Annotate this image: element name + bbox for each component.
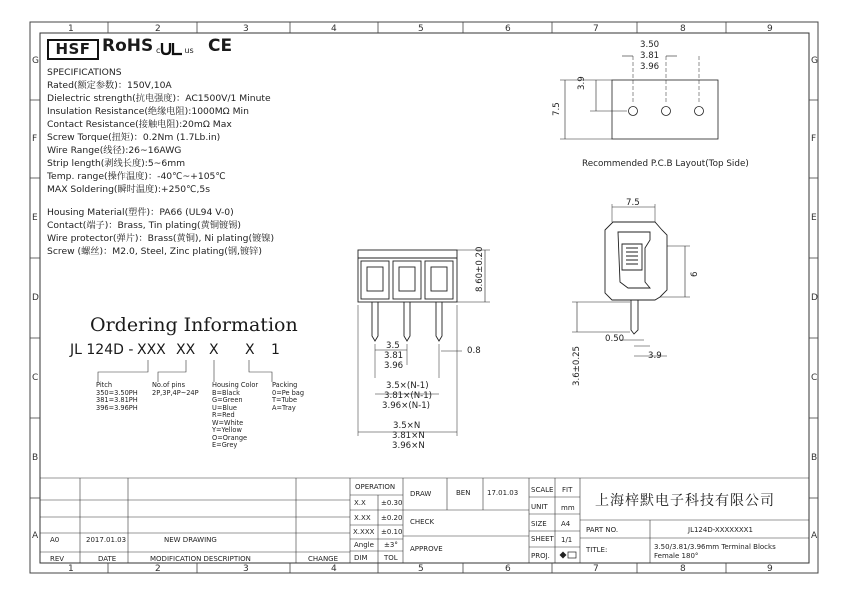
material-line: Wire protector(弹片)：Brass(黄铜), Ni plating(镀镍)	[47, 233, 275, 244]
legend-packing	[272, 382, 304, 412]
pcb-layout	[560, 56, 718, 139]
sheet-label: SHEET	[531, 535, 554, 543]
legend-line: O=Orange	[212, 433, 248, 442]
legend-line: 396=3.96PH	[96, 403, 138, 412]
col-label: 5	[418, 564, 424, 574]
title-label: TITLE:	[586, 546, 608, 554]
side-view	[572, 204, 690, 356]
row-label: A	[32, 531, 39, 541]
side-width-dim: 7.5	[626, 198, 640, 208]
legend-line: E=Grey	[212, 441, 238, 449]
size-value: A4	[561, 520, 571, 528]
legend-line: U=Blue	[212, 403, 237, 412]
col-label: 4	[331, 24, 337, 34]
spec-line: Screw Torque(扭矩)：0.2Nm (1.7Lb.in)	[47, 132, 221, 143]
ul-c-mark: c	[156, 46, 161, 55]
col-label: 4	[331, 564, 337, 574]
pcb-pitch-label: 3.50	[640, 40, 660, 50]
pcb-pitch-label: 3.81	[640, 51, 660, 61]
row-label: F	[811, 134, 817, 144]
legend-line: Packing	[272, 381, 298, 389]
row-label: C	[811, 373, 818, 383]
ul-us-mark: us	[184, 46, 194, 55]
part-pins-code: XX	[176, 342, 196, 358]
n-label: 3.81×N	[392, 431, 425, 441]
change-header: CHANGE	[308, 555, 339, 563]
n-minus-1-label: 3.5×(N-1)	[386, 381, 429, 391]
scale-label: SCALE	[531, 486, 554, 494]
material-line: Screw (螺丝)：M2.0, Steel, Zinc plating(钢,镀锌)	[47, 246, 262, 257]
part-pitch-code: XXX	[137, 342, 166, 358]
hsf-logo: HSF	[47, 39, 99, 60]
legend-line: 2P,3P,4P~24P	[152, 388, 199, 397]
legend-line: T=Tube	[272, 396, 297, 404]
company-name: 上海梓默电子科技有限公司	[595, 493, 775, 509]
unit-value: mm	[561, 504, 575, 512]
legend-housing-color	[212, 382, 258, 450]
ce-logo: CE	[208, 36, 233, 56]
legend-line: 0=Pe bag	[272, 388, 305, 397]
tol-key: X.XXX	[353, 528, 375, 536]
pcb-caption: Recommended P.C.B Layout(Top Side)	[582, 159, 749, 169]
row-label: E	[811, 213, 817, 223]
spec-line: MAX Soldering(瞬时温度):+250℃,5s	[47, 184, 211, 195]
col-label: 6	[505, 24, 511, 34]
legend-pitch	[96, 382, 138, 412]
tol-label: TOL	[384, 554, 398, 562]
col-label: 2	[155, 564, 161, 574]
pcb-dim-7-5: 7.5	[552, 102, 562, 116]
tol-key: X.X	[354, 499, 366, 507]
legend-line: 350=3.50PH	[96, 388, 138, 397]
part-pack-code: X	[245, 342, 255, 358]
ordering-title: Ordering Information	[90, 314, 298, 336]
legend-line: Pitch	[96, 381, 113, 389]
part-no-label: PART NO.	[586, 526, 619, 534]
title-line: 3.50/3.81/3.96mm Terminal Blocks	[654, 543, 776, 551]
spec-line: Strip length(剥线长度):5~6mm	[47, 158, 186, 169]
side-dim-3-9: 3.9	[648, 351, 662, 361]
col-label: 1	[68, 24, 74, 34]
date-header: DATE	[98, 555, 117, 563]
row-label: G	[32, 56, 39, 66]
legend-line: Y=Yellow	[212, 426, 242, 434]
draw-date: 17.01.03	[487, 489, 519, 497]
row-label: B	[32, 453, 39, 463]
n-minus-1-label: 3.81×(N-1)	[384, 391, 433, 401]
pin-width-dim: 0.8	[467, 346, 481, 356]
col-label: 8	[680, 24, 686, 34]
spec-line: Contact Resistance(接触电阻):20mΩ Max	[47, 119, 232, 130]
part-color-code: X	[209, 342, 219, 358]
rev-header: REV	[50, 555, 65, 563]
col-label: 9	[767, 564, 773, 574]
row-label: G	[811, 56, 818, 66]
title-line: Female 180°	[654, 552, 699, 560]
spec-line: Wire Range(线径):26~16AWG	[47, 145, 182, 156]
spec-line: Temp. range(操作温度)：-40℃~+105℃	[47, 171, 226, 182]
rev-description: NEW DRAWING	[164, 536, 217, 544]
part-suffix: 1	[271, 342, 280, 358]
legend-line: Housing Color	[212, 381, 259, 389]
tol-value: ±3°	[384, 541, 398, 549]
col-label: 3	[243, 564, 249, 574]
legend-line: A=Tray	[272, 403, 296, 412]
drawer-name: BEN	[456, 489, 471, 497]
row-label: B	[811, 453, 818, 463]
n-label: 3.96×N	[392, 441, 425, 451]
n-label: 3.5×N	[393, 421, 421, 431]
size-label: SIZE	[531, 520, 547, 528]
col-label: 3	[243, 24, 249, 34]
rohs-logo: RoHS	[102, 36, 154, 56]
dim-label: DIM	[354, 554, 368, 562]
legend-line: W=White	[212, 418, 244, 427]
front-pitch-label: 3.81	[384, 351, 404, 361]
legend-line: B=Black	[212, 388, 240, 397]
part-base: JL 124D -	[70, 342, 134, 358]
sheet-value: 1/1	[561, 536, 573, 544]
col-label: 6	[505, 564, 511, 574]
legend-line: No.of pins	[152, 381, 186, 389]
legend-pins	[152, 382, 199, 397]
tol-key: X.XX	[354, 514, 371, 522]
row-label: D	[32, 293, 39, 303]
ul-logo	[156, 38, 194, 57]
spec-line: Rated(额定参数)：150V,10A	[47, 80, 172, 91]
n-minus-1-label: 3.96×(N-1)	[382, 401, 431, 411]
front-height-dim: 8.60±0.20	[475, 246, 485, 292]
row-label: E	[32, 213, 38, 223]
row-label: A	[811, 531, 818, 541]
approve-label: APPROVE	[410, 545, 443, 553]
description-header: MODIFICATION DESCRIPTION	[150, 555, 251, 563]
col-label: 7	[593, 564, 599, 574]
unit-label: UNIT	[531, 503, 548, 511]
col-label: 2	[155, 24, 161, 34]
part-no-value: JL124D-XXXXXXX1	[688, 526, 753, 534]
legend-line: 381=3.81PH	[96, 396, 138, 404]
proj-symbol	[560, 552, 576, 558]
legend-line: R=Red	[212, 411, 235, 419]
col-label: 7	[593, 24, 599, 34]
spec-line: Insulation Resistance(绝缘电阻):1000MΩ Min	[47, 106, 249, 117]
pin-thickness-dim: 0.50	[605, 334, 625, 344]
tol-key: Angle	[354, 541, 374, 549]
row-label: C	[32, 373, 39, 383]
tol-value: ±0.30	[381, 499, 403, 507]
front-pitch-label: 3.5	[386, 341, 400, 351]
tol-header: OPERATION	[355, 483, 396, 491]
col-label: 5	[418, 24, 424, 34]
pcb-pitch-label: 3.96	[640, 62, 660, 72]
rev-value: A0	[50, 536, 60, 544]
front-pitch-label: 3.96	[384, 361, 404, 371]
row-label: F	[32, 134, 38, 144]
proj-label: PROJ.	[531, 552, 550, 560]
pin-length-dim: 3.6±0.25	[572, 345, 582, 386]
col-label: 8	[680, 564, 686, 574]
material-line: Contact(端子)：Brass, Tin plating(黄铜镀锡)	[47, 220, 241, 231]
tol-value: ±0.10	[381, 528, 403, 536]
side-height-dim: 6	[690, 271, 700, 277]
row-label: D	[811, 293, 818, 303]
spec-title: SPECIFICATIONS	[47, 67, 122, 78]
tol-value: ±0.20	[381, 514, 403, 522]
scale-value: FIT	[562, 486, 573, 494]
col-label: 1	[68, 564, 74, 574]
legend-line: G=Green	[212, 396, 243, 404]
draw-label: DRAW	[410, 490, 432, 498]
col-label: 9	[767, 24, 773, 34]
spec-line: Dielectric strength(抗电强度)：AC1500V/1 Minute	[47, 93, 271, 104]
material-line: Housing Material(塑件)：PA66 (UL94 V-0)	[47, 207, 234, 218]
rev-date: 2017.01.03	[86, 536, 127, 544]
pcb-dim-3-9: 3.9	[577, 76, 587, 90]
check-label: CHECK	[410, 518, 435, 526]
